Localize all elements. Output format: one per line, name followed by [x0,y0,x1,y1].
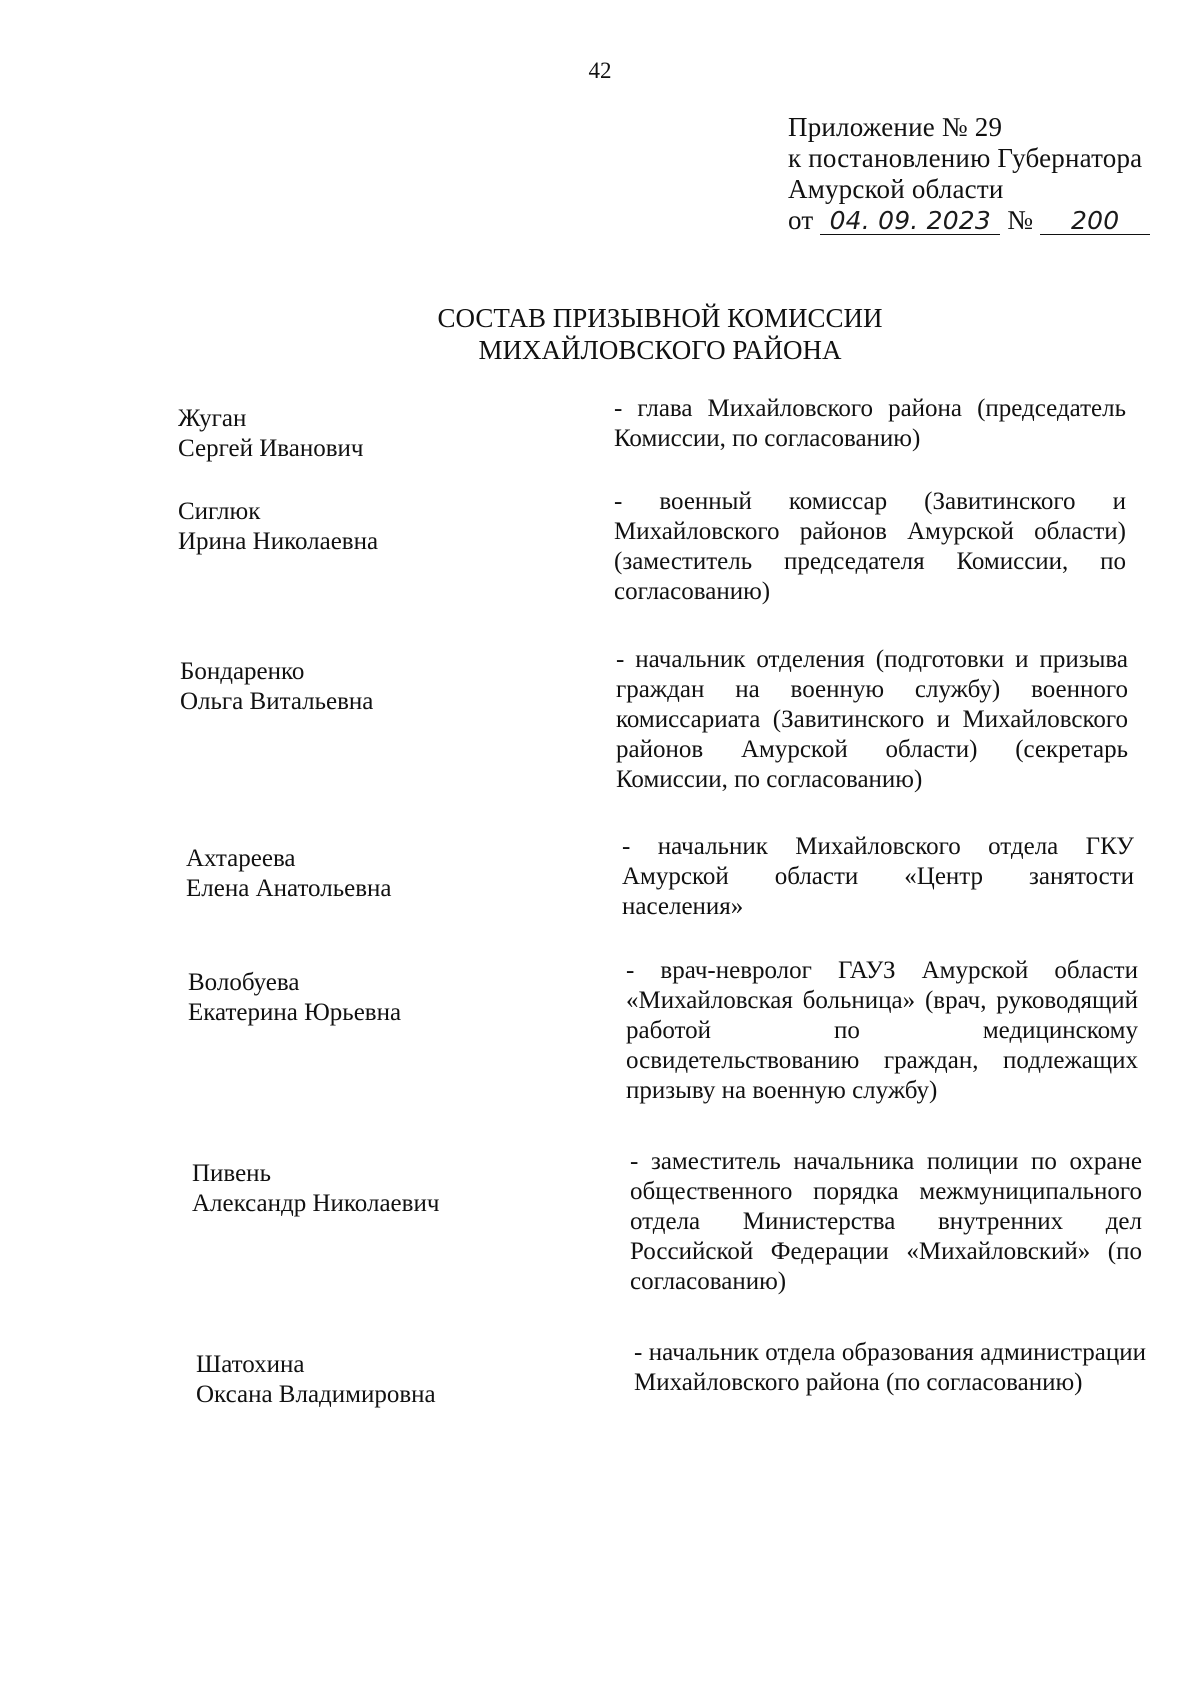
member-given-name: Ирина Николаевна [178,528,379,555]
member-surname: Ахтареева [186,845,296,872]
member-name [178,404,364,464]
member-surname: Жуган [178,405,247,432]
member-name [192,1159,439,1219]
member-given-name: Ольга Витальевна [180,688,374,715]
number-prefix: № [1007,205,1034,235]
appendix-line-2: к постановлению Губернатора [788,143,1143,173]
title-line-1: СОСТАВ ПРИЗЫВНОЙ КОМИССИИ [437,303,883,333]
member-name [178,497,378,557]
member-given-name: Екатерина Юрьевна [188,999,402,1026]
member-role: - заместитель начальника полиции по охране общественного порядка межмуниципального отдела Министерства внутренних дел Российской Федерации «Михайловский» (по согласованию) [630,1148,1142,1295]
member-role: - начальник отдела образования администрации Михайловского района (по согласованию) [634,1339,1146,1396]
member-surname: Волобуева [188,969,300,996]
member-role: - военный комиссар (Завитинского и Михайловского районов Амурской области) (заместитель председателя Комиссии, по согласованию) [614,488,1126,605]
appendix-date-line [788,205,1150,236]
member-given-name: Александр Николаевич [192,1190,440,1217]
member-surname: Шатохина [196,1351,305,1378]
title-line-2: МИХАЙЛОВСКОГО РАЙОНА [478,335,842,365]
member-name [188,968,401,1028]
member-given-name: Оксана Владимировна [196,1381,436,1408]
page-number: 42 [588,58,612,83]
member-role: - начальник отделения (подготовки и призыва граждан на военную службу) военного комиссариата (Завитинского и Михайловского районов Амурской области) (секретарь Комиссии, по согласованию) [616,646,1128,793]
document-title [360,302,960,366]
appendix-line-3: Амурской области [788,174,1004,204]
member-name [180,657,373,717]
member-name [186,844,391,904]
date-prefix: от [788,205,814,235]
member-surname: Пивень [192,1160,271,1187]
appendix-block [788,112,1150,236]
member-given-name: Сергей Иванович [178,435,364,462]
handwritten-number: 200 [1040,208,1150,235]
appendix-line-1: Приложение № 29 [788,112,1003,142]
member-name [196,1350,436,1410]
member-role: - начальник Михайловского отдела ГКУ Амурской области «Центр занятости населения» [622,833,1134,920]
member-given-name: Елена Анатольевна [186,875,392,902]
member-surname: Сиглюк [178,498,261,525]
handwritten-date: 04. 09. 2023 [820,208,1000,235]
member-role: - глава Михайловского района (председатель Комиссии, по согласованию) [614,395,1126,452]
member-role: - врач-невролог ГАУЗ Амурской области «Михайловская больница» (врач, руководящий работой по медицинскому освидетельствованию граждан, подлежащих призыву на военную службу) [626,957,1138,1104]
member-surname: Бондаренко [180,658,305,685]
